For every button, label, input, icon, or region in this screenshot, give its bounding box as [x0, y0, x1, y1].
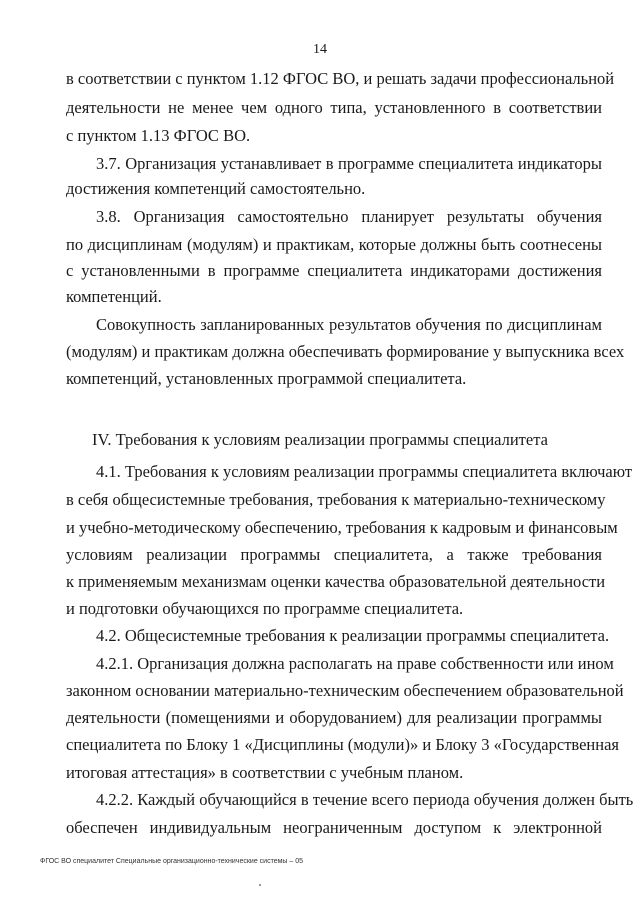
text-line: с пунктом 1.13 ФГОС ВО.	[66, 126, 251, 145]
text-line: достижения компетенций самостоятельно.	[66, 179, 366, 198]
text-line: специалитета по Блоку 1 «Дисциплины (модули)» и Блоку 3 «Государственная	[66, 735, 619, 754]
page-number: 14	[313, 42, 327, 57]
text-line: компетенций, установленных программой специалитета.	[66, 369, 467, 388]
text-line: в соответствии с пунктом 1.12 ФГОС ВО, и решать задачи профессиональной	[66, 69, 615, 88]
text-line: к применяемым механизмам оценки качества образовательной деятельности	[66, 572, 606, 591]
text-line: условиям реализации программы специалитета, а также требования	[66, 545, 602, 564]
text-line: итоговая аттестация» в соответствии с учебным планом.	[66, 763, 464, 782]
paragraph-4-2-2-line: 4.2.2. Каждый обучающийся в течение всего периода обучения должен быть	[96, 790, 634, 809]
text-line: по дисциплинам (модулям) и практикам, которые должны быть соотнесены	[66, 235, 602, 254]
text-line: с установленными в программе специалитета индикаторами достижения	[66, 261, 602, 280]
page-footer: ФГОС ВО специалитет Специальные организационно-технические системы – 05	[40, 858, 303, 865]
scan-speck	[259, 884, 261, 886]
paragraph-4-1-line: 4.1. Требования к условиям реализации программы специалитета включают	[96, 462, 633, 481]
paragraph-4-2-line: 4.2. Общесистемные требования к реализации программы специалитета.	[96, 626, 610, 645]
section-heading: IV. Требования к условиям реализации программы специалитета	[92, 430, 548, 449]
text-line: в себя общесистемные требования, требования к материально-техническому	[66, 490, 606, 509]
text-line: законном основании материально-техническим обеспечением образовательной	[66, 681, 624, 700]
paragraph-3-7-line: 3.7. Организация устанавливает в программе специалитета индикаторы	[96, 154, 602, 173]
paragraph-line: Совокупность запланированных результатов обучения по дисциплинам	[96, 315, 602, 334]
paragraph-4-2-1-line: 4.2.1. Организация должна располагать на праве собственности или ином	[96, 654, 614, 673]
text-line: деятельности не менее чем одного типа, установленного в соответствии	[66, 98, 602, 117]
text-line: деятельности (помещениями и оборудованием) для реализации программы	[66, 708, 602, 727]
text-line: и подготовки обучающихся по программе специалитета.	[66, 599, 464, 618]
text-line: и учебно-методическому обеспечению, требования к кадровым и финансовым	[66, 518, 618, 537]
text-line: компетенций.	[66, 287, 162, 306]
text-line: (модулям) и практикам должна обеспечивать формирование у выпускника всех	[66, 342, 625, 361]
paragraph-3-8-line: 3.8. Организация самостоятельно планирует результаты обучения	[96, 207, 602, 226]
text-line: обеспечен индивидуальным неограниченным доступом к электронной	[66, 818, 602, 837]
